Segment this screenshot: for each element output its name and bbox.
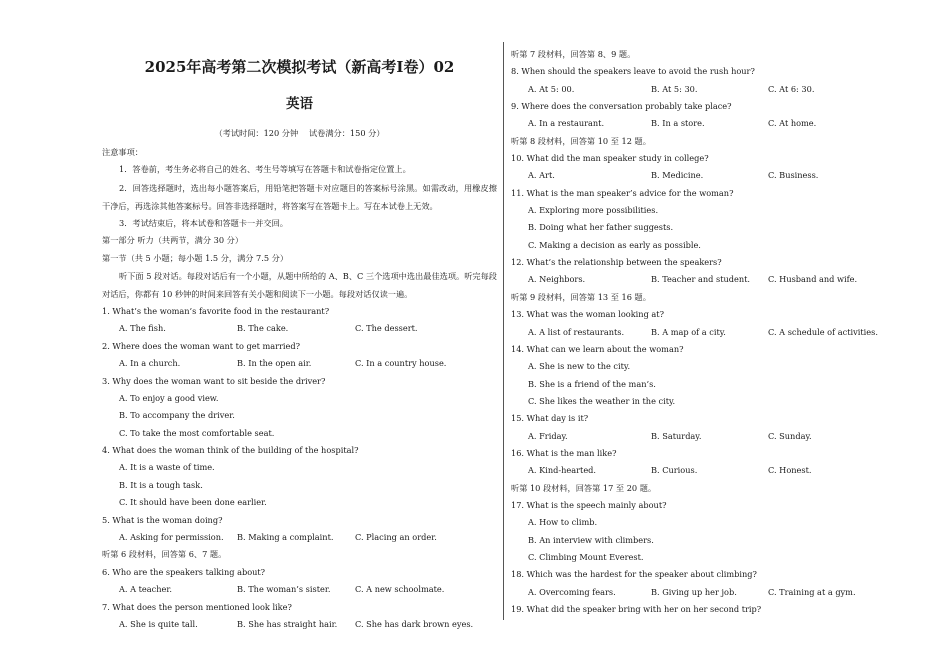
- question-text: 听第 10 段材料，回答第 17 至 20 题。: [511, 482, 657, 493]
- answer-option: A. To enjoy a good view.: [119, 392, 219, 403]
- answer-options-row: [102, 355, 497, 372]
- answer-option: A. Art.: [528, 170, 555, 181]
- answer-options-row: [102, 616, 497, 633]
- answer-option: A. A list of restaurants.: [528, 326, 625, 337]
- answer-option: C. Husband and wife.: [768, 274, 858, 285]
- answer-options-row: [511, 584, 911, 601]
- answer-option: C. It should have been done earlier.: [119, 497, 267, 508]
- answer-option: C. At home.: [768, 118, 817, 129]
- answer-option: B. Making a complaint.: [237, 532, 334, 543]
- note-1: 1．答卷前，考生务必将自己的姓名、考生号等填写在答题卡和试卷指定位置上。: [119, 164, 411, 175]
- answer-option: C. Training at a gym.: [768, 586, 856, 597]
- answer-option: A. Overcoming fears.: [528, 586, 616, 597]
- answer-options-row: [511, 81, 911, 98]
- answer-option: B. Medicine.: [651, 170, 704, 181]
- subject-heading: 英语: [286, 96, 313, 112]
- question-text: 13. What was the woman looking at?: [511, 309, 664, 320]
- answer-options-row: [511, 167, 911, 184]
- answer-option: B. An interview with climbers.: [528, 534, 654, 545]
- answer-options-row: [511, 324, 911, 341]
- answer-option: C. She likes the weather in the city.: [528, 395, 676, 406]
- notes-heading: 注意事项：: [102, 147, 143, 157]
- answer-option: B. A map of a city.: [651, 326, 726, 337]
- answer-option: B. Doing what her father suggests.: [528, 222, 674, 233]
- answer-option: A. In a church.: [119, 358, 181, 369]
- section-heading: 第一节（共 5 小题；每小题 1.5 分，满分 7.5 分）: [102, 252, 289, 263]
- answer-options-row: [511, 115, 911, 132]
- left-question-list: [102, 303, 497, 633]
- answer-option: A. Exploring more possibilities.: [528, 205, 659, 216]
- question-text: 12. What’s the relationship between the speakers?: [511, 257, 722, 268]
- answer-option: B. Teacher and student.: [651, 274, 751, 285]
- question-text: 1. What’s the woman’s favorite food in the restaurant?: [102, 305, 330, 316]
- question-text: 听第 8 段材料，回答第 10 至 12 题。: [511, 135, 651, 146]
- section-instructions: 听下面 5 段对话。每段对话后有一个小题，从题中所给的 A、B、C 三个选项中选出最佳选项。听完每段对话后，你都有 10 秒钟的时间来回答有关小题和阅读下一小题。每段对话仅读一遍。: [102, 270, 497, 299]
- answer-option: A. Neighbors.: [528, 274, 586, 285]
- right-question-list: [511, 46, 911, 618]
- answer-option: A. Friday.: [528, 430, 568, 441]
- answer-option: B. She is a friend of the man’s.: [528, 378, 656, 389]
- answer-option: A. The fish.: [119, 323, 166, 334]
- question-text: 19. What did the speaker bring with her on her second trip?: [511, 604, 762, 614]
- answer-options-row: [511, 271, 911, 288]
- answer-option: C. Sunday.: [768, 430, 812, 441]
- question-text: 3. Why does the woman want to sit beside the driver?: [102, 375, 326, 386]
- answer-option: C. A new schoolmate.: [355, 584, 445, 595]
- note-3: 3．考试结束后，将本试卷和答题卡一并交回。: [119, 217, 288, 228]
- answer-option: C. Climbing Mount Everest.: [528, 551, 644, 562]
- answer-option: A. A teacher.: [119, 584, 172, 595]
- answer-options-row: [511, 462, 911, 479]
- question-text: 听第 7 段材料，回答第 8、9 题。: [511, 49, 636, 59]
- answer-option: B. The woman’s sister.: [237, 584, 331, 595]
- answer-option: C. In a country house.: [355, 358, 447, 369]
- answer-option: C. A schedule of activities.: [768, 326, 878, 337]
- answer-option: B. In a store.: [651, 118, 705, 129]
- answer-options-row: [102, 320, 497, 337]
- exam-info: （考试时间：120 分钟 试卷满分：150 分）: [214, 128, 385, 138]
- note-2: 2．回答选择题时，选出每小题答案后，用铅笔把答题卡对应题目的答案标号涂黑。如需改动，用橡皮擦干净后，再选涂其他答案标号。回答非选择题时，将答案写在答题卡上。写在本试卷上无效。: [102, 182, 497, 211]
- answer-option: C. Business.: [768, 170, 819, 181]
- right-column: [511, 46, 911, 618]
- question-text: 16. What is the man like?: [511, 447, 617, 458]
- question-text: 7. What does the person mentioned look like?: [102, 601, 292, 612]
- answer-option: B. Curious.: [651, 465, 698, 476]
- answer-options-row: [102, 529, 497, 546]
- answer-option: C. Honest.: [768, 465, 812, 476]
- question-text: 4. What does the woman think of the building of the hospital?: [102, 445, 359, 456]
- answer-option: B. Giving up her job.: [651, 586, 737, 597]
- answer-option: B. Saturday.: [651, 430, 702, 441]
- answer-option: C. She has dark brown eyes.: [355, 618, 474, 629]
- answer-option: C. Making a decision as early as possible.: [528, 239, 701, 250]
- exam-title: 2025年高考第二次模拟考试（新高考Ⅰ卷）02: [144, 58, 455, 76]
- question-text: 听第 9 段材料，回答第 13 至 16 题。: [511, 291, 651, 302]
- answer-options-row: [102, 581, 497, 598]
- question-text: 8. When should the speakers leave to avoid the rush hour?: [511, 66, 755, 77]
- question-text: 6. Who are the speakers talking about?: [102, 566, 266, 577]
- answer-option: B. At 5: 30.: [651, 83, 698, 94]
- question-text: 11. What is the man speaker’s advice for the woman?: [511, 187, 734, 198]
- answer-option: B. To accompany the driver.: [119, 410, 235, 421]
- question-text: 18. Which was the hardest for the speaker about climbing?: [511, 569, 757, 580]
- column-divider: [503, 42, 504, 620]
- question-text: 10. What did the man speaker study in college?: [511, 153, 709, 164]
- answer-option: A. Asking for permission.: [119, 532, 224, 543]
- answer-option: C. Placing an order.: [355, 532, 437, 543]
- question-text: 15. What day is it?: [511, 413, 589, 424]
- answer-option: B. She has straight hair.: [237, 618, 338, 629]
- answer-option: A. She is quite tall.: [119, 618, 198, 629]
- question-text: 2. Where does the woman want to get married?: [102, 340, 301, 351]
- answer-option: A. How to climb.: [528, 517, 598, 528]
- question-text: 5. What is the woman doing?: [102, 514, 223, 525]
- answer-option: A. Kind-hearted.: [528, 465, 597, 476]
- answer-option: C. The dessert.: [355, 323, 418, 334]
- question-text: 14. What can we learn about the woman?: [511, 343, 684, 354]
- answer-option: B. The cake.: [237, 323, 289, 334]
- answer-options-row: [511, 428, 911, 445]
- answer-option: B. In the open air.: [237, 358, 312, 369]
- answer-option: C. To take the most comfortable seat.: [119, 427, 275, 438]
- question-text: 听第 6 段材料，回答第 6、7 题。: [102, 549, 227, 560]
- answer-option: A. In a restaurant.: [528, 118, 605, 129]
- answer-option: B. It is a tough task.: [119, 479, 203, 490]
- answer-option: A. At 5: 00.: [528, 83, 575, 94]
- question-text: 9. Where does the conversation probably take place?: [511, 101, 732, 112]
- part-heading: 第一部分 听力（共两节，满分 30 分）: [102, 235, 244, 246]
- left-column: [102, 50, 497, 633]
- question-text: 17. What is the speech mainly about?: [511, 499, 667, 510]
- answer-option: C. At 6: 30.: [768, 83, 815, 94]
- answer-option: A. She is new to the city.: [528, 361, 631, 372]
- answer-option: A. It is a waste of time.: [119, 462, 215, 473]
